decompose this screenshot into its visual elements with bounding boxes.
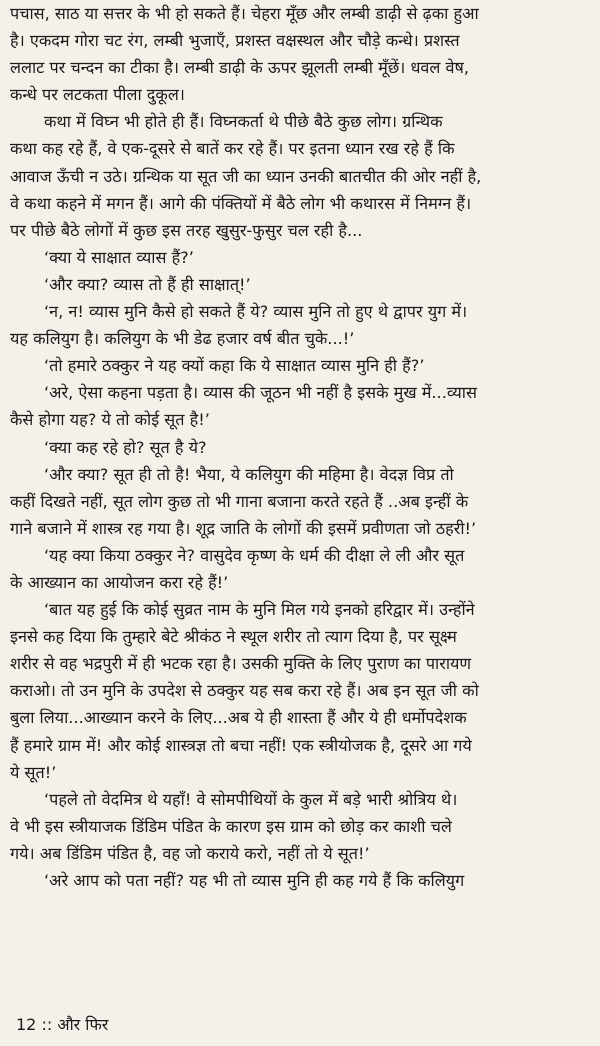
text-line: ‘क्या ये साक्षात व्यास हैं?’ xyxy=(44,247,194,267)
text-line: पर पीछे बैठे लोगों में कुछ इस तरह खुसुर-फुसुर चल रही है... xyxy=(10,220,363,240)
text-line: ‘और क्या? सूत ही तो है! भैया, ये कलियुग की महिमा है। वेदज्ञ विप्र तो xyxy=(44,464,454,484)
text-line: इनसे कह दिया कि तुम्हारे बेटे श्रीकंठ ने स्थूल शरीर तो त्याग दिया है, पर सूक्ष्म xyxy=(10,627,457,647)
text-line: ‘न, न! व्यास मुनि कैसे हो सकते हैं ये? व्यास मुनि तो हुए थे द्वापर युग में। xyxy=(44,302,468,322)
text-line: ‘अरे, ऐसा कहना पड़ता है। व्यास की जूठन भी नहीं है इसके मुख में...व्यास xyxy=(44,383,477,403)
text-line: कहीं दिखते नहीं, सूत लोग कुछ तो भी गाना बजाना करते रहते हैं ..अब इन्हीं के xyxy=(10,491,469,511)
text-line: बुला लिया...आख्यान करने के लिए...अब ये ही शास्ता हैं और ये ही धर्मोपदेशक xyxy=(10,708,467,728)
text-line: पचास, साठ या सत्तर के भी हो सकते हैं। चेहरा मूँछ और लम्बी डाढ़ी से ढ़का हुआ xyxy=(10,4,479,23)
text-line: ये सूत!’ xyxy=(10,762,57,782)
text-line: ललाट पर चन्दन का टीका है। लम्बी डाढ़ी के ऊपर झूलती लम्बी मूँछें। धवल वेष, xyxy=(10,58,470,78)
text-line: ‘अरे आप को पता नहीं? यह भी तो व्यास मुनि ही कह गये हैं कि कलियुग xyxy=(44,871,465,890)
text-line: गाने बजाने में शास्त्र रह गया है। शूद्र जाति के लोगों की इसमें प्रवीणता जो ठहरी!’ xyxy=(10,518,477,538)
text-line: है। एकदम गोरा चट रंग, लम्बी भुजाएँ, प्रशस्त वक्षस्थल और चौड़े कन्धे। प्रशस्त xyxy=(10,31,460,51)
text-line: ‘यह क्या किया ठक्कुर ने? वासुदेव कृष्ण के धर्म की दीक्षा ले ली और सूत xyxy=(44,545,465,565)
text-line: शरीर से वह भद्रपुरी में ही भटक रहा है। उसकी मुक्ति के लिए पुराण का पारायण xyxy=(10,654,472,674)
text-line: कराओ। तो उन मुनि के उपदेश से ठक्कुर यह सब करा रहे हैं। अब इन सूत जी को xyxy=(10,681,479,701)
text-line: ‘और क्या? व्यास तो हैं ही साक्षात्!’ xyxy=(44,274,251,294)
text-line: गये। अब डिंडिम पंडित है, वह जो कराये करो, नहीं तो ये सूत!’ xyxy=(10,843,370,863)
text-line: कथा कह रहे हैं, वे एक-दूसरे से बातें कर रहे हैं। पर इतना ध्यान रख रहे हैं कि xyxy=(10,139,455,159)
page-footer: 12 :: और फिर xyxy=(16,1015,109,1034)
text-line: के आख्यान का आयोजन करा रहे हैं!’ xyxy=(10,572,229,592)
text-line: ‘क्या कह रहे हो? सूत है ये? xyxy=(44,437,207,457)
text-line: कथा में विघ्न भी होते ही हैं। विघ्नकर्ता थे पीछे बैठे कुछ लोग। ग्रन्थिक xyxy=(44,112,443,132)
text-line: यह कलियुग है। कलियुग के भी डेढ हजार वर्ष बीत चुके...!’ xyxy=(10,329,355,349)
text-line: वे भी इस स्त्रीयाजक डिंडिम पंडित के कारण इस ग्राम को छोड़ कर काशी चले xyxy=(10,816,452,836)
text-line: ‘तो हमारे ठक्कुर ने यह क्यों कहा कि ये साक्षात व्यास मुनि ही हैं?’ xyxy=(44,356,425,376)
body-text xyxy=(10,0,590,894)
text-line: आवाज ऊँची न उठे। ग्रन्थिक या सूत जी का ध्यान उनकी बातचीत की ओर नहीं है, xyxy=(10,166,482,186)
text-line: कैसे होगा यह? ये तो कोई सूत है!’ xyxy=(10,410,210,430)
text-line: वे कथा कहने में मगन हैं। आगे की पंक्तियों में बैठे लोग भी कथारस में निमग्न हैं। xyxy=(10,193,472,213)
text-line: ‘बात यह हुई कि कोई सुव्रत नाम के मुनि मिल गये इनको हरिद्वार में। उन्होंने xyxy=(44,600,475,620)
text-line: कन्धे पर लटकता पीला दुकूल। xyxy=(10,85,185,105)
text-line: हैं हमारे ग्राम में! और कोई शास्त्रज्ञ तो बचा नहीं! एक स्त्रीयोजक है, दूसरे आ गये xyxy=(10,735,472,755)
text-line: ‘पहले तो वेदमित्र थे यहाँ! वे सोमपीथियों के कुल में बड़े भारी श्रोत्रिय थे। xyxy=(44,789,458,809)
